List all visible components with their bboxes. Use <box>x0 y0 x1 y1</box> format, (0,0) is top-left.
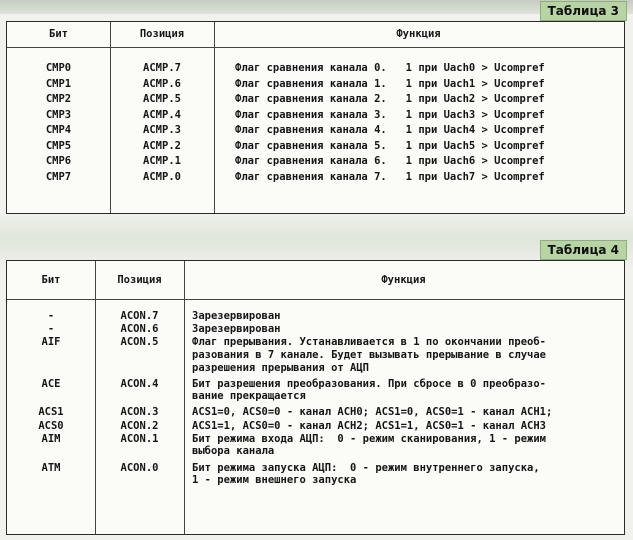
table4-row-function-line: Бит режима входа АЦП: 0 - режим сканирования, 1 - режим <box>192 432 547 445</box>
table3-header-function: Функция <box>396 28 441 40</box>
table3-row-position: ACMP.0 <box>143 170 181 183</box>
table3-header-position: Позиция <box>139 28 185 40</box>
table4-row-function-line: выбора канала <box>192 445 275 458</box>
table4-row-position: ACON.2 <box>120 419 159 432</box>
table3-row-position: ACMP.2 <box>143 139 181 152</box>
table3-row-position: ACMP.4 <box>143 108 181 121</box>
table3 <box>6 21 625 214</box>
table3-row-function: Флаг сравнения канала 4. 1 при Uach4 > Ucompref <box>235 124 545 136</box>
table3-row-bit: CMP3 <box>45 108 72 121</box>
table4-column-divider <box>95 261 96 534</box>
table3-row-position: ACMP.5 <box>143 93 181 105</box>
table4-column-divider <box>184 261 185 534</box>
table4-row-function-line: разования в 7 канале. Будет вызывать прерывание в случае <box>192 349 547 361</box>
middle-band <box>0 216 633 266</box>
table3-row-function: Флаг сравнения канала 6. 1 при Uach6 > Ucompref <box>235 155 545 167</box>
table3-row-bit: CMP4 <box>45 124 72 136</box>
table3-row-function: Флаг сравнения канала 3. 1 при Uach3 > Ucompref <box>235 108 545 121</box>
table4-row-bit: AIF <box>41 336 61 349</box>
table4-row-bit: ATM <box>41 461 61 474</box>
table3-header-rule <box>7 47 624 48</box>
table4-row-function-line: Зарезервирован <box>192 310 281 322</box>
table4-row-function-line: Зарезервирован <box>192 323 281 336</box>
table4-row-position: ACON.1 <box>120 432 159 445</box>
table3-header-bit: Бит <box>49 28 68 40</box>
table3-row-function: Флаг сравнения канала 2. 1 при Uach2 > Ucompref <box>235 93 545 105</box>
table4-row-bit: ACS1 <box>38 406 64 419</box>
table3-row-function: Флаг сравнения канала 7. 1 при Uach7 > Ucompref <box>235 170 545 183</box>
table4-row-function-line: Флаг прерывания. Устанавливается в 1 по окончании преоб- <box>192 336 547 349</box>
table4-row-function-line: ACS1=1, ACS0=0 - канал ACH2; ACS1=1, ACS0=1 - канал ACH3 <box>192 419 547 432</box>
table3-row-position: ACMP.7 <box>143 62 181 74</box>
table4-caption: Таблица 4 <box>540 240 627 260</box>
table4-row-position: ACON.4 <box>120 377 159 390</box>
table3-row-function: Флаг сравнения канала 5. 1 при Uach5 > Ucompref <box>235 139 545 152</box>
table4-row-bit: ACE <box>41 377 61 390</box>
table3-row-bit: CMP6 <box>45 155 72 167</box>
table4-row-function-line: разрешения прерывания от АЦП <box>192 361 370 374</box>
table4-row-position: ACON.5 <box>120 336 159 349</box>
table3-row-position: ACMP.1 <box>143 155 181 167</box>
top-band <box>0 0 633 14</box>
table4-row-function-line: 1 - режим внешнего запуска <box>192 474 357 487</box>
table4-row-function-line: Бит разрешения преобразования. При сбросе в 0 преобразо- <box>192 377 547 390</box>
table4-row-position: ACON.3 <box>120 406 159 419</box>
table4-header-position: Позиция <box>117 274 162 286</box>
table4-row-position: ACON.6 <box>120 323 159 336</box>
table4-row-position: ACON.7 <box>120 310 159 322</box>
table3-row-bit: CMP0 <box>45 62 72 74</box>
table3-column-divider <box>214 22 215 213</box>
table3-row-bit: CMP2 <box>45 93 72 105</box>
table4-row-position: ACON.0 <box>120 461 159 474</box>
table4-row-bit: ACS0 <box>38 419 64 432</box>
table4-row-function-line: Бит режима запуска АЦП: 0 - режим внутреннего запуска, <box>192 461 540 474</box>
table3-row-position: ACMP.6 <box>143 77 181 90</box>
table3-row-bit: CMP5 <box>45 139 72 152</box>
table4-header-rule <box>7 299 624 300</box>
table4-row-bit: - <box>47 323 55 336</box>
table3-caption: Таблица 3 <box>540 1 627 21</box>
table4-row-function-line: вание прекращается <box>192 390 306 403</box>
table4-row-bit: AIM <box>41 432 61 445</box>
table3-row-function: Флаг сравнения канала 0. 1 при Uach0 > Ucompref <box>235 62 545 74</box>
table4-row-bit: - <box>47 310 55 322</box>
table3-row-bit: CMP1 <box>45 77 72 90</box>
table3-row-position: ACMP.3 <box>143 124 181 136</box>
table3-row-bit: CMP7 <box>45 170 72 183</box>
table4 <box>6 260 625 535</box>
table4-header-bit: Бит <box>41 274 61 286</box>
table4-row-function-line: ACS1=0, ACS0=0 - канал ACH0; ACS1=0, ACS0=1 - канал ACH1; <box>192 406 553 419</box>
table3-row-function: Флаг сравнения канала 1. 1 при Uach1 > Ucompref <box>235 77 545 90</box>
table4-header-function: Функция <box>381 274 426 286</box>
